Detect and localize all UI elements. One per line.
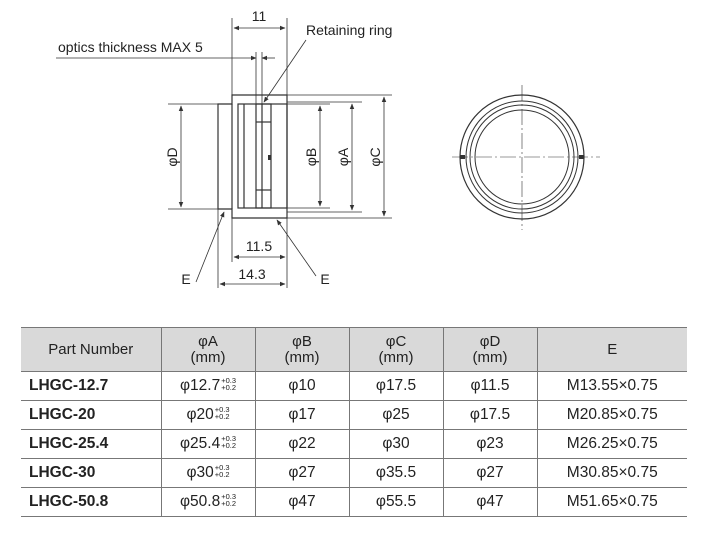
header-phi-d: φD (mm) <box>443 328 537 372</box>
holder-outline <box>218 95 287 218</box>
phi-c-cell: φ55.5 <box>349 488 443 517</box>
e-cell: M13.55×0.75 <box>537 372 687 401</box>
phi-c-cell: φ35.5 <box>349 459 443 488</box>
tolerance: +0.3 +0.2 <box>214 404 230 421</box>
phi-b-cell: φ17 <box>255 401 349 430</box>
dim-label-11-5: 11.5 <box>245 238 273 254</box>
phi-a-label: φA <box>335 147 351 167</box>
table-header-row <box>21 328 687 372</box>
e-left-leader <box>196 212 224 282</box>
tolerance: +0.3 +0.2 <box>221 491 237 508</box>
e-label-left: E <box>181 271 191 287</box>
phi-a-cell: φ30 +0.3 +0.2 <box>161 459 255 488</box>
e-cell: M30.85×0.75 <box>537 459 687 488</box>
header-part-number: Part Number <box>21 328 161 372</box>
table-row <box>21 430 687 459</box>
part-number-cell: LHGC-12.7 <box>21 372 161 401</box>
optics-thickness-label: optics thickness MAX 5 <box>58 39 203 55</box>
phi-b-cell: φ22 <box>255 430 349 459</box>
header-phi-a: φA (mm) <box>161 328 255 372</box>
phi-c-cell: φ25 <box>349 401 443 430</box>
dim-label-14-3: 14.3 <box>238 266 266 282</box>
phi-b-cell: φ10 <box>255 372 349 401</box>
e-label-right: E <box>320 271 330 287</box>
phi-b-cell: φ47 <box>255 488 349 517</box>
tolerance: +0.3 +0.2 <box>214 462 230 479</box>
e-cell: M51.65×0.75 <box>537 488 687 517</box>
spec-table <box>21 327 687 517</box>
part-number-cell: LHGC-20 <box>21 401 161 430</box>
header-e: E <box>537 328 687 372</box>
part-number-cell: LHGC-30 <box>21 459 161 488</box>
table-row <box>21 459 687 488</box>
phi-a-cell: φ12.7 +0.3 +0.2 <box>161 372 255 401</box>
header-phi-b: φB (mm) <box>255 328 349 372</box>
side-view <box>218 95 287 218</box>
phi-b-cell: φ27 <box>255 459 349 488</box>
phi-d-cell: φ17.5 <box>443 401 537 430</box>
retaining-ring-leader <box>264 40 306 102</box>
tolerance: +0.3 +0.2 <box>221 375 237 392</box>
phi-d-label: φD <box>164 147 180 167</box>
phi-a-cell: φ50.8 +0.3 +0.2 <box>161 488 255 517</box>
part-number-cell: LHGC-50.8 <box>21 488 161 517</box>
phi-d-cell: φ11.5 <box>443 372 537 401</box>
phi-c-cell: φ17.5 <box>349 372 443 401</box>
e-cell: M26.25×0.75 <box>537 430 687 459</box>
phi-b-label: φB <box>303 147 319 167</box>
table-row <box>21 401 687 430</box>
e-cell: M20.85×0.75 <box>537 401 687 430</box>
part-number-cell: LHGC-25.4 <box>21 430 161 459</box>
phi-c-label: φC <box>367 147 383 167</box>
e-right-leader <box>277 220 316 276</box>
front-view <box>452 85 600 230</box>
table-row <box>21 488 687 517</box>
phi-d-cell: φ23 <box>443 430 537 459</box>
phi-d-cell: φ47 <box>443 488 537 517</box>
header-phi-c: φC (mm) <box>349 328 443 372</box>
table-row <box>21 372 687 401</box>
retaining-ring-label: Retaining ring <box>306 22 393 38</box>
phi-a-cell: φ20 +0.3 +0.2 <box>161 401 255 430</box>
phi-a-cell: φ25.4 +0.3 +0.2 <box>161 430 255 459</box>
phi-c-cell: φ30 <box>349 430 443 459</box>
phi-d-cell: φ27 <box>443 459 537 488</box>
dim-label-11: 11 <box>251 8 267 24</box>
tolerance: +0.3 +0.2 <box>221 433 237 450</box>
